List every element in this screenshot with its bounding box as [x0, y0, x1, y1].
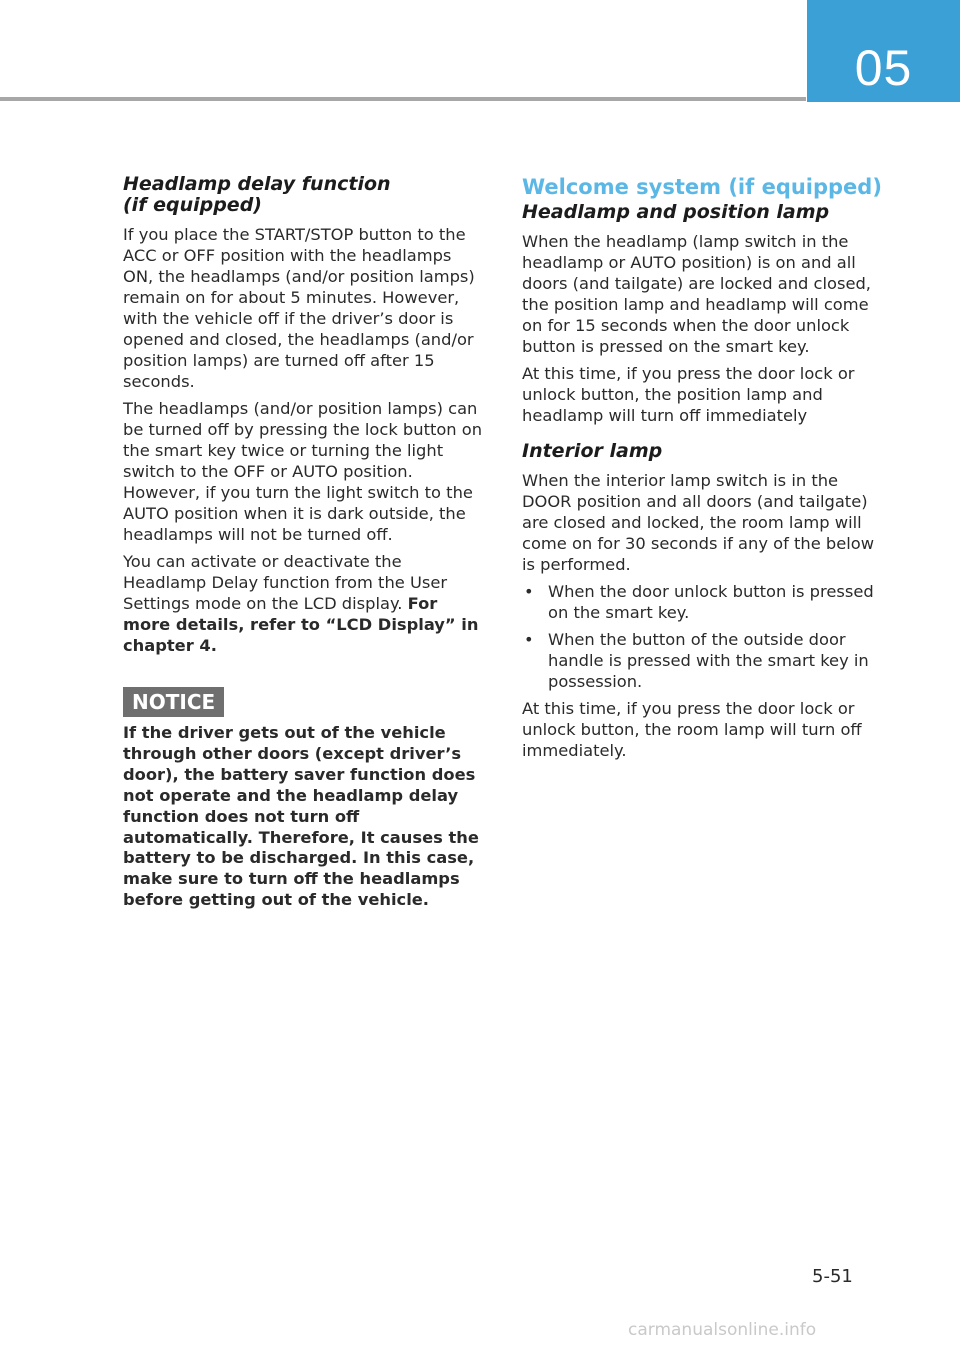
left-column	[123, 174, 483, 911]
headlamp-delay-paragraph-2: The headlamps (and/or position lamps) can be turned off by pressing the lock button on the smart key twice or turning the light switch to the OFF or AUTO position. However, if you turn the light switch to the AUTO position when it is dark outside, the headlamps will not be turned off.	[123, 399, 483, 544]
welcome-system-title: Welcome system (if equipped)	[522, 175, 882, 199]
chapter-tab	[807, 0, 960, 102]
page-number: 5-51	[812, 1266, 853, 1287]
headlamp-position-paragraph-1: When the headlamp (lamp switch in the headlamp or AUTO position) is on and all doors (and tailgate) are locked and closed, the position lamp and headlamp will come on for 15 seconds when the door unlock button is pressed on the smart key.	[522, 232, 871, 356]
notice-badge: NOTICE	[123, 687, 224, 717]
interior-lamp-bullets	[522, 581, 882, 692]
interior-lamp-paragraph-1: When the interior lamp switch is in the DOOR position and all doors (and tailgate) are closed and locked, the room lamp will come on for 30 seconds if any of the below is performed.	[522, 471, 875, 574]
chapter-number: 05	[854, 40, 913, 96]
notice-text: If the driver gets out of the vehicle through other doors (except driver’s door), the battery saver function does not operate and the headlamp delay function does not turn off automatically. Therefore, It causes the battery to be discharged. In this case, make sure to turn off the headlamps before getting out of the vehicle.	[123, 723, 479, 910]
interior-lamp-heading: Interior lamp	[522, 440, 663, 462]
right-column	[522, 174, 882, 761]
list-item	[522, 581, 882, 623]
bullet-text: When the button of the outside door handle is pressed with the smart key in possession.	[548, 630, 869, 691]
headlamp-delay-heading: Headlamp delay function (if equipped)	[123, 173, 391, 216]
lcd-settings-text: You can activate or deactivate the Headlamp Delay function from the User Settings mode on the LCD display.	[123, 552, 448, 613]
bullet-icon: •	[524, 582, 534, 601]
headlamp-position-lamp-heading: Headlamp and position lamp	[522, 201, 830, 223]
bullet-icon: •	[524, 630, 534, 649]
list-item	[522, 629, 882, 692]
headlamp-delay-paragraph-3	[123, 551, 483, 656]
interior-lamp-paragraph-2: At this time, if you press the door lock or unlock button, the room lamp will turn off immediately.	[522, 699, 862, 760]
headlamp-delay-paragraph-1: If you place the START/STOP button to the ACC or OFF position with the headlamps ON, the headlamps (and/or position lamps) remain on for about 5 minutes. However, with the vehicle off if the driver’s door is opened and closed, the headlamps (and/or position lamps) are turned off after 15 seconds.	[123, 225, 475, 391]
lcd-display-reference: For more details, refer to “LCD Display” in chapter 4.	[123, 594, 479, 655]
header-rule	[0, 97, 806, 101]
watermark: carmanualsonline.info	[628, 1320, 817, 1340]
bullet-text: When the door unlock button is pressed on the smart key.	[548, 582, 874, 622]
headlamp-position-paragraph-2: At this time, if you press the door lock or unlock button, the position lamp and headlamp will turn off immediately	[522, 364, 855, 425]
